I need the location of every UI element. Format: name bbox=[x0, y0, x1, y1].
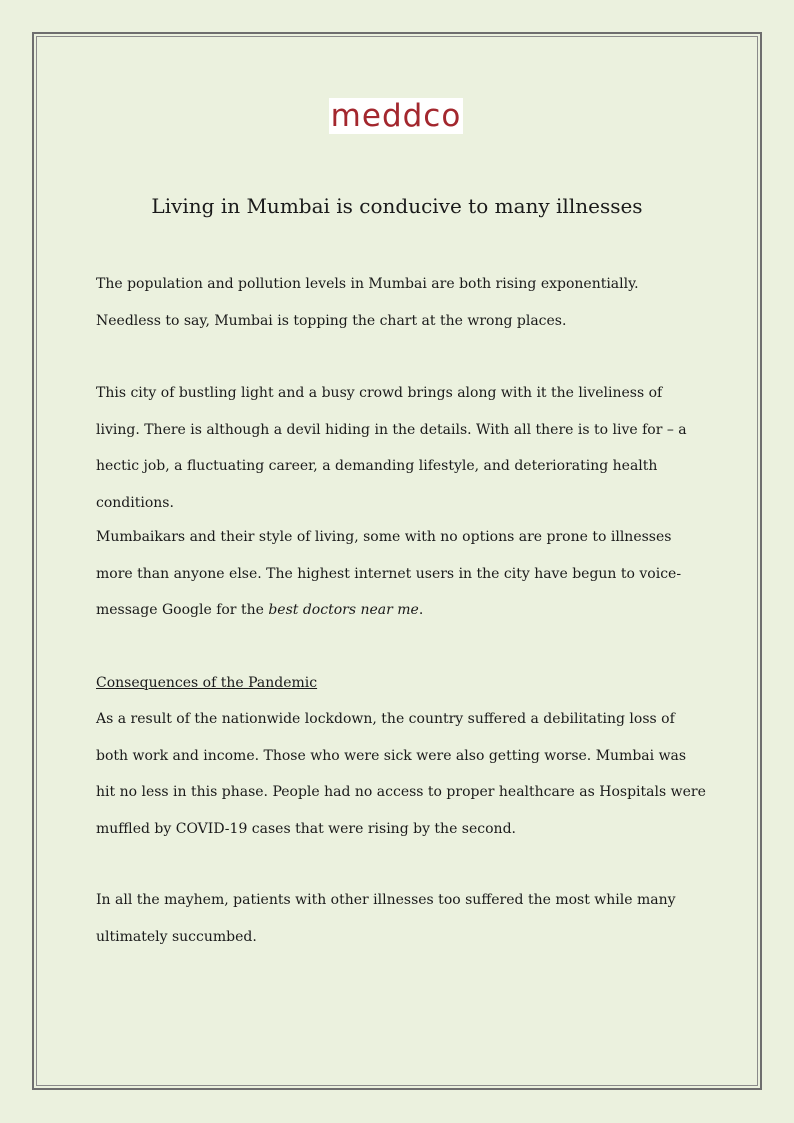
best-doctors-link: best doctors near me bbox=[268, 602, 419, 618]
document-title: Living in Mumbai is conducive to many illnesses bbox=[151, 194, 643, 218]
paragraph-mumbaikars-text: Mumbaikars and their style of living, some with no options are prone to illnesses more than anyone else. The highest internet users in the city have begun to voice-message Google for the bbox=[96, 529, 682, 618]
paragraph-mumbaikars bbox=[96, 519, 706, 629]
paragraph-lockdown: As a result of the nationwide lockdown, the country suffered a debilitating loss of both work and income. Those who were sick were also getting worse. Mumbai was hit no less in this phase. People had no access to proper healthcare as Hospitals were muffled by COVID-19 cases that were rising by the second. bbox=[96, 711, 706, 837]
meddco-logo[interactable]: meddco bbox=[330, 98, 462, 134]
section-heading-pandemic: Consequences of the Pandemic bbox=[96, 675, 318, 691]
paragraph-mayhem: In all the mayhem, patients with other illnesses too suffered the most while many ultimately succumbed. bbox=[96, 892, 676, 945]
paragraph-mumbaikars-end: . bbox=[418, 602, 424, 618]
paragraph-population: The population and pollution levels in Mumbai are both rising exponentially. Needless to say, Mumbai is topping the chart at the wrong places. bbox=[96, 276, 639, 329]
paragraph-city-life: This city of bustling light and a busy crowd brings along with it the liveliness of living. There is although a devil hiding in the details. With all there is to live for – a hectic job, a fluctuating career, a demanding lifestyle, and deteriorating health conditions. bbox=[96, 385, 687, 511]
